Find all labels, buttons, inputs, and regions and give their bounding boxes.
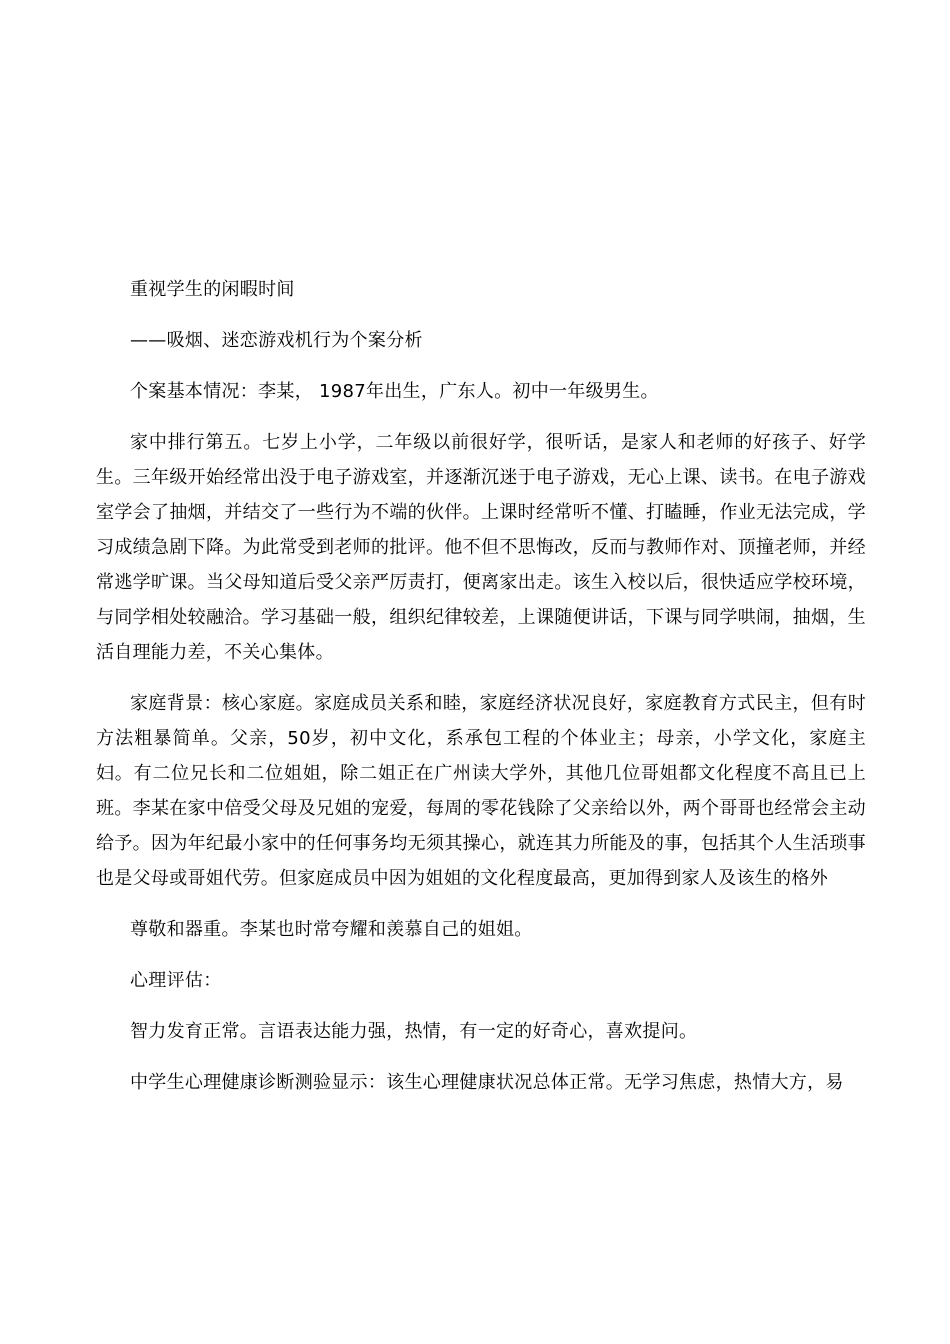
document-subtitle: ——吸烟、迷恋游戏机行为个案分析 bbox=[130, 330, 423, 351]
paragraph-intelligence: 智力发育正常。言语表达能力强，热情，有一定的好奇心，喜欢提问。 bbox=[130, 1021, 698, 1042]
paragraph-family-continued: 尊敬和器重。李某也时常夸耀和羡慕自己的姐姐。 bbox=[130, 919, 533, 940]
paragraph-health-test: 中学生心理健康诊断测验显示：该生心理健康状况总体正常。无学习焦虑，热情大方，易 bbox=[130, 1072, 844, 1093]
paragraph-family: 家庭背景：核心家庭。家庭成员关系和睦，家庭经济状况良好，家庭教育方式民主，但有时方法粗暴简单。父亲，50岁，初中文化，系承包工程的个体业主；母亲，小学文化，家庭主妇。有二位兄长和二位姐姐，除二姐正在广州读大学外，其他几位哥姐都文化程度不高且已上班。李某在家中倍受父母及兄姐的宠爱，每周的零花钱除了父亲给以外，两个哥哥也经常会主动给予。因为年纪最小家中的任何事务均无须其操心，就连其力所能及的事，包括其个人生活琐事也是父母或哥姐代劳。但家庭成员中因为姐姐的文化程度最高，更加得到家人及该生的格外 bbox=[96, 693, 866, 889]
document-title: 重视学生的闲暇时间 bbox=[130, 279, 295, 300]
paragraph-background: 家中排行第五。七岁上小学，二年级以前很好学，很听话，是家人和老师的好孩子、好学生。三年级开始经常出没于电子游戏室，并逐渐沉迷于电子游戏，无心上课、读书。在电子游戏室学会了抽烟，并结交了一些行为不端的伙伴。上课时经常听不懂、打瞌睡，作业无法完成，学习成绩急剧下降。为此常受到老师的批评。他不但不思悔改，反而与教师作对、顶撞老师，并经常逃学旷课。当父母知道后受父亲严厉责打，便离家出走。该生入校以后，很快适应学校环境，与同学相处较融洽。学习基础一般，组织纪律较差，上课随便讲话，下课与同学哄闹，抽烟，生活自理能力差，不关心集体。 bbox=[96, 432, 866, 663]
paragraph-basic-info: 个案基本情况：李某， 1987年出生，广东人。初中一年级男生。 bbox=[130, 381, 659, 402]
section-heading-psych-assessment: 心理评估： bbox=[130, 970, 222, 991]
document-page bbox=[96, 272, 866, 1100]
